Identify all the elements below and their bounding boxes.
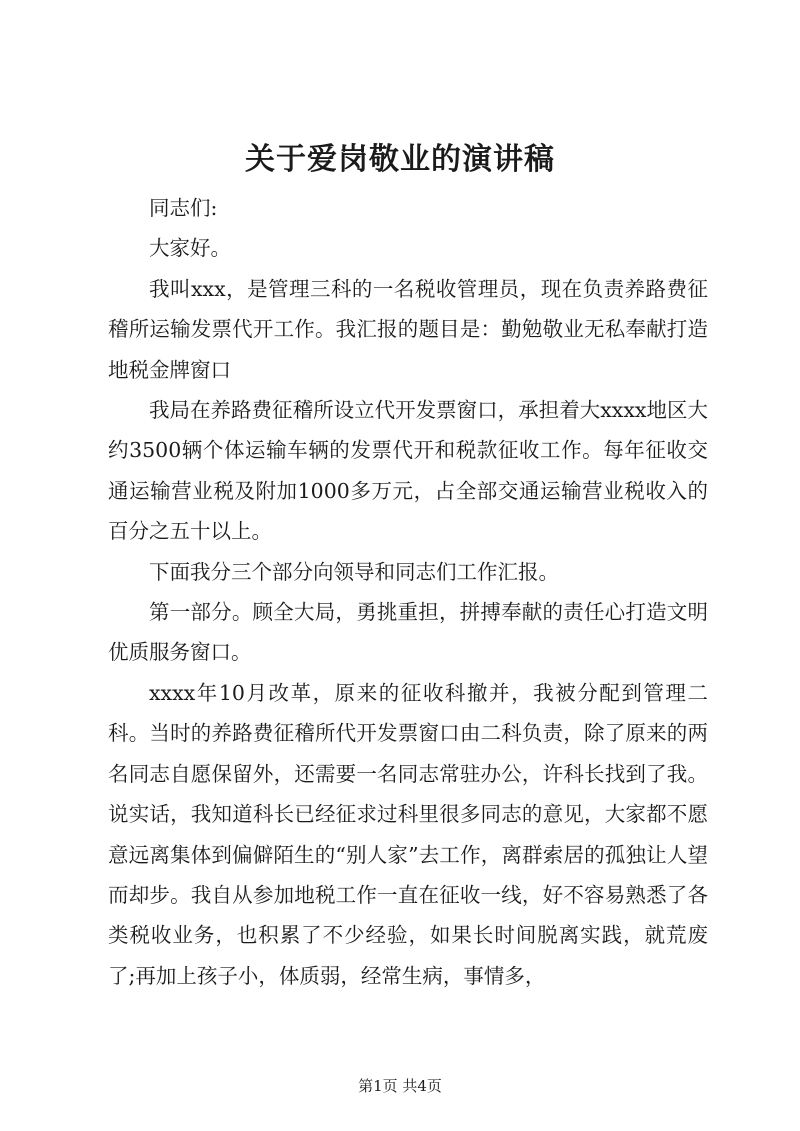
paragraph-greeting: 同志们: [149, 196, 218, 220]
paragraph-part-one-body: xxxx年10月改革，原来的征收科撤并，我被分配到管理二科。当时的养路费征稽所代开发票窗口由二科负责，除了原来的两名同志自愿保留外，还需要一名同志常驻办公，许科长找到了我。说实话，我知道科长已经征求过科里很多同志的意见，大家都不愿意远离集体到偏僻陌生的“别人家”去工作，离群索居的孤独让人望而却步。我自从参加地税工作一直在征收一线，好不容易熟悉了各类税收业务，也积累了不少经验，如果长时间脱离实践，就荒废了;再加上孩子小，体质弱，经常生病，事情多， [108, 680, 708, 988]
paragraph-report-outline: 下面我分三个部分向领导和同志们工作汇报。 [149, 559, 559, 584]
paragraph-introduction: 我叫xxx，是管理三科的一名税收管理员，现在负责养路费征稽所运输发票代开工作。我汇报的题目是：勤勉敬业无私奉献打造地税金牌窗口 [108, 276, 708, 382]
paragraph-part-one-heading: 第一部分。顾全大局，勇挑重担，拼搏奉献的责任心打造文明优质服务窗口。 [108, 600, 708, 665]
page-number-footer: 第1页 共4页 [358, 1077, 442, 1095]
paragraph-hello: 大家好。 [149, 236, 231, 261]
document-title: 关于爱岗敬业的演讲稿 [245, 142, 555, 177]
paragraph-window-overview: 我局在养路费征稽所设立代开发票窗口，承担着大xxxx地区大约3500辆个体运输车辆的发票代开和税款征收工作。每年征收交通运输营业税及附加1000多万元，占全部交通运输营业税收入的百分之五十以上。 [108, 398, 708, 544]
document-body [108, 188, 708, 996]
